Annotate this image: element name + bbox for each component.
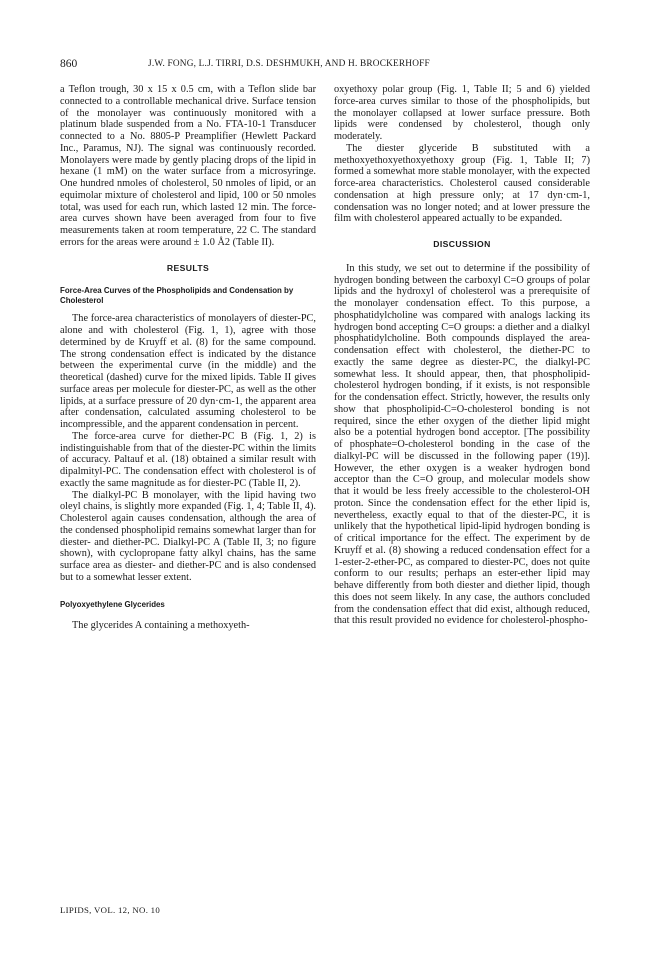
page-number: 860	[60, 58, 78, 70]
running-title: J.W. FONG, L.J. TIRRI, D.S. DESHMUKH, AND H. BROCKERHOFF	[148, 59, 430, 69]
glycerides-paragraph-2: The diester glyceride B substituted with a methoxyethoxyethoxyethoxy group (Fig. 1, Table II; 7) formed a somewhat more stable monolayer, with the expected force-area characteristics. Cholesterol caused considerable condensation at high pressure only; at 17 dyn·cm-1, condensation was no longer noted; and at lower pressure the film with cholesterol appeared actually to be expanded.	[334, 142, 590, 225]
results-paragraph-1: The force-area characteristics of monolayers of diester-PC, alone and with cholesterol (Fig. 1, 1), agree with those determined by de Kruyff et al. (8) for the same compound. The strong condensation effect is indicated by the distance between the experimental curve (in the middle) and the theoretical (dashed) curve for the mixed lipids. Table II gives surface areas per molecule for diester-PC, as well as the other lipids, at a surface pressure of 20 dyn·cm-1, the apparent area after condensation, calculated assuming cholesterol to be incompressible, and the apparent condensation in percent.	[60, 313, 316, 430]
methods-paragraph: a Teflon trough, 30 x 15 x 0.5 cm, with a Teflon slide bar connected to a controllable mechanical drive. Surface tension of the monolayer was continuously monitored with a platinum blade suspended from a No. FTA-10-1 Transducer connected to a No. 8805-P Preamplifier (Hewlett Packard Inc., Paramus, NJ). The signal was continuously recorded. Monolayers were made by gently placing drops of the lipid in hexane (1 mM) on the water surface from a microsyringe. One hundred nmoles of cholesterol, 50 nmoles of lipid, or an equimolar mixture of cholesterol and lipid, 100 or 50 nmoles total, was used for each run, which lasted 12 min. The force-area curves shown have been averaged from four to five measurements taken at room temperature, 22 C. The standard errors for the areas were around ± 1.0 Å2 (Table II).	[60, 84, 316, 248]
discussion-heading: DISCUSSION	[433, 239, 491, 249]
glycerides-paragraph-1: The glycerides A containing a methoxyeth-	[72, 619, 250, 631]
journal-footer: LIPIDS, VOL. 12, NO. 10	[60, 905, 161, 915]
subheading-glycerides: Polyoxyethylene Glycerides	[60, 599, 165, 609]
results-heading: RESULTS	[166, 262, 210, 273]
results-paragraph-2: The force-area curve for diether-PC B (Fig. 1, 2) is indistinguishable from that of the diester-PC within the limits of accuracy. Paltauf et al. (18) obtained a similar result with dipalmityl-PC. The condensation effect with cholesterol is of exactly the same magnitude as for diester-PC (Table II, 2).	[60, 430, 316, 489]
left-column	[60, 84, 316, 631]
results-paragraph-3: The dialkyl-PC B monolayer, with the lipid having two oleyl chains, is slightly more expanded (Fig. 1, 4; Table II, 4). Cholesterol again causes condensation, although the area of the condensed phospholipid remains somewhat larger than for diester- and diether-PC. Dialkyl-PC A (Table II, 3; no figure shown), with cyclopropane fatty alkyl chains, has the same surface area as diester- and diether-PC and is also condensed but to a somewhat lesser extent.	[60, 489, 316, 583]
glycerides-continuation: oxyethoxy polar group (Fig. 1, Table II; 5 and 6) yielded force-area curves similar to those of the phospholipids, but the monolayer collapsed at lower surface pressure. Both lipids were condensed by cholesterol, though only moderately.	[334, 84, 590, 142]
subheading-phospholipids: Force-Area Curves of the Phospholipids and Condensation by Cholesterol	[60, 286, 294, 306]
right-column	[334, 84, 590, 627]
discussion-paragraph: In this study, we set out to determine if the possibility of hydrogen bonding between the carboxyl C=O groups of polar lipids and the hydroxyl of cholesterol was a prerequisite of the monolayer condensation effect. To this purpose, a phosphatidylcholine was compared with analogs lacking its hydrogen bond accepting C=O groups: a diether and a dialkyl phosphatidylcholine. Both compounds displayed the area-condensation effect with cholesterol, the diether-PC to exactly the same degree as diester-PC, the dialkyl-PC somewhat less. It should appear, then, that phospholipid-cholesterol hydrogen bonding, if it exists, is not responsible for the condensation effect. Strictly, however, the results only show that phospholipid-C=O-cholesterol bonding is not required, since the ether oxygen of the diether lipid might also be a potential hydrogen bond acceptor. [The possibility of phosphate=O-cholesterol bonding in the case of the dialkyl-PC will be discussed in the following paper (19)]. However, the ether oxygen is a weaker hydrogen bond acceptor than the C=O group, and molecular models show that it would be less freely accessible to the cholesterol-OH proton. Since the condensation effect for the ether lipid is, nevertheless, exactly equal to that of the diester-PC, it is unlikely that the hypothetical lipid-lipid hydrogen bonding is of critical importance for the effect. The experiment by de Kruyff et al. (8) showing a reduced condensation effect for a 1-ester-2-ether-PC, as compared to diester-PC, does not quite conform to our results; perhaps an ester-ether lipid may behave differently from both diester and diether lipid, though this does not seem likely. In any case, the authors concluded from the condensation effect that did exist, although reduced, that this result provided no evidence for cholesterol-phospho-	[334, 262, 590, 627]
